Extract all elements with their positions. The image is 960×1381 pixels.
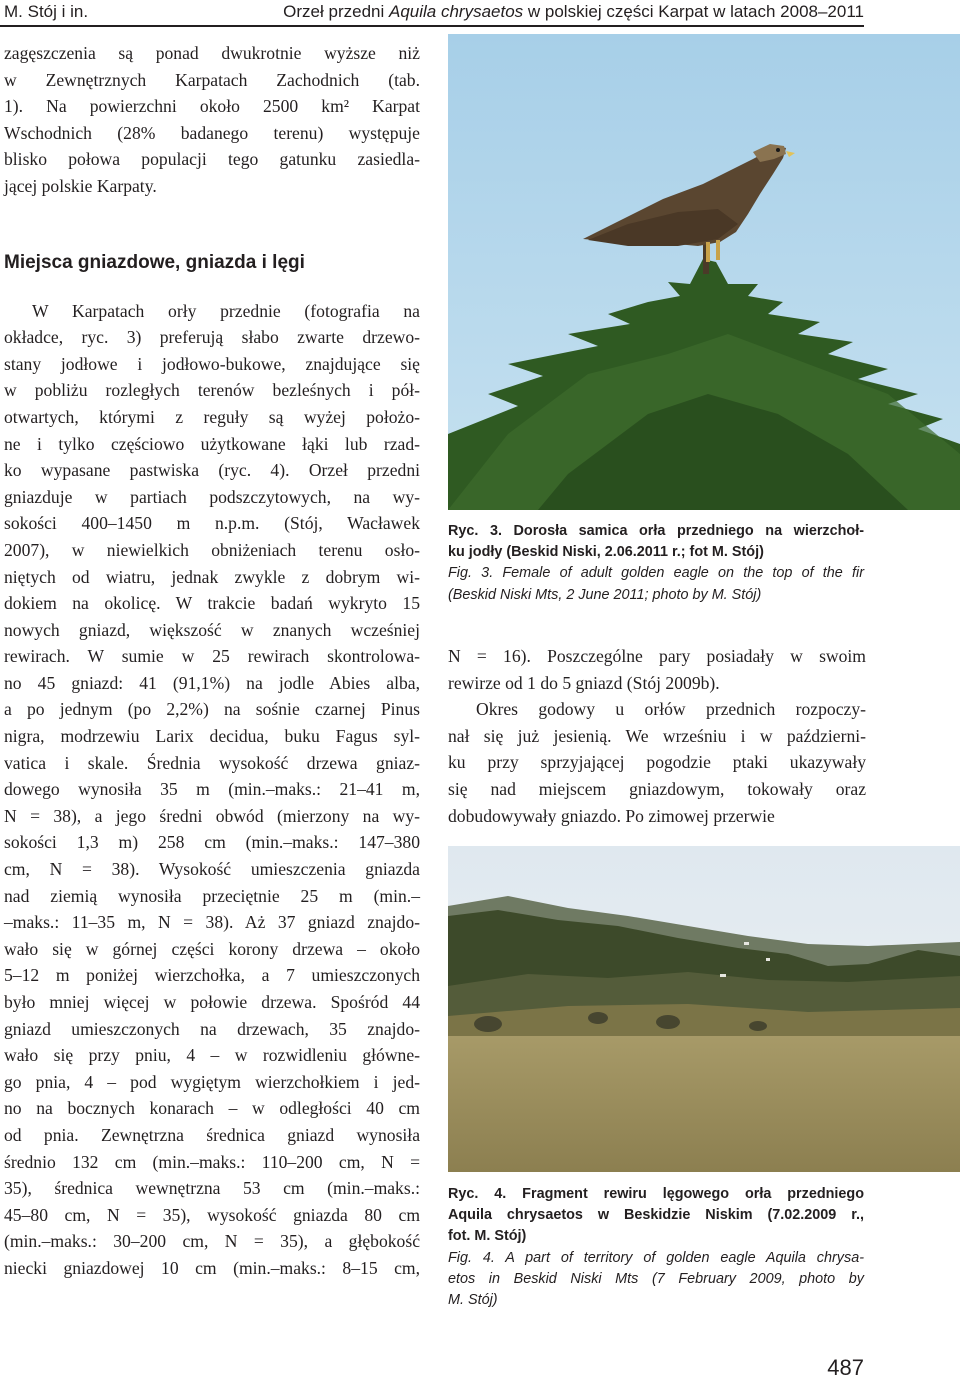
left-column	[4, 40, 420, 1282]
caption-line: M. Stój)	[448, 1292, 498, 1309]
text-line: gniazd umieszczonych na drzewach, 35 znajdo-	[4, 1018, 420, 1039]
header-rule	[0, 25, 864, 27]
text-line: zagęszczenia są ponad dwukrotnie wyższe niż	[4, 43, 420, 63]
landscape-image	[448, 846, 960, 1172]
text-line: niętych od wiatru, jednak zwykle z dobrym wi-	[4, 566, 420, 587]
header-title-pre: Orzeł przedni	[283, 2, 389, 21]
header-title-species: Aquila chrysaetos	[388, 2, 524, 21]
caption-line: fot. M. Stój)	[448, 1228, 527, 1245]
text-line: w pobliżu rozległych terenów bezleśnych i pół-	[4, 380, 420, 401]
text-line: 35), średnica wewnętrzna 53 cm (min.–maks.:	[4, 1178, 420, 1199]
text-line: ku przy sprzyjającej pogodzie ptaki ukazywały	[448, 752, 866, 773]
text-line: stany jodłowe i jodłowo-bukowe, znajdujące się	[4, 353, 420, 374]
header-author: M. Stój i in.	[4, 2, 89, 21]
text-line: vatica i skale. Średnia wysokość drzewa gniaz-	[4, 752, 420, 773]
text-line: w Zewnętrznych Karpatach Zachodnich (tab.	[4, 69, 420, 90]
right-column-text	[448, 643, 866, 829]
text-line: ko wypasane pastwiska (ryc. 4). Orzeł przedni	[4, 460, 420, 481]
text-line: średnio 132 cm (min.–maks.: 110–200 cm, N =	[4, 1151, 420, 1172]
text-line: niecki gniazdowej 10 cm (min.–maks.: 8–15 cm,	[4, 1257, 420, 1278]
text-line: rewirze od 1 do 5 gniazd (Stój 2009b).	[448, 672, 720, 693]
intro-paragraph	[4, 40, 420, 200]
text-line: ne i tylko częściowo użytkowane łąki lub rzad-	[4, 433, 420, 454]
caption-line: Fig. 4. A part of territory of golden eagle Aquila chrysa-	[448, 1249, 864, 1266]
text-line: dowego wynosiła 35 m (min.–maks.: 21–41 m,	[4, 779, 420, 800]
text-line: gniazduje w partiach podszczytowych, na wy-	[4, 486, 420, 507]
right-paragraph	[448, 643, 866, 829]
eagle-on-fir-image	[448, 34, 960, 510]
text-line: rewirach. W sumie w 25 rewirach skontrolowa-	[4, 646, 420, 667]
header-title-post: w polskiej części Karpat w latach 2008–2011	[523, 2, 864, 21]
text-line: 2007), w niewielkich obniżeniach terenu osło-	[4, 539, 420, 560]
text-line: 5–12 m poniżej wierzchołka, a 7 umieszczonych	[4, 965, 420, 986]
meadow	[448, 1036, 960, 1172]
text-line: było mniej więcej w połowie drzewa. Spośród 44	[4, 992, 420, 1012]
text-line: no 45 gniazd: 41 (91,1%) na jodle Abies alba,	[4, 672, 420, 693]
text-line: od pnia. Zewnętrzna średnica gniazd wynosiła	[4, 1124, 420, 1145]
text-line: nad ziemią wynosiła przeciętnie 25 m (min.–	[4, 885, 420, 906]
text-line: jącej polskie Karpaty.	[4, 175, 157, 196]
caption-line: Fig. 3. Female of adult golden eagle on the top of the fir	[448, 565, 864, 582]
caption-line: Aquila chrysaetos w Beskidzie Niskim (7.02.2009 r.,	[448, 1207, 864, 1224]
header-title	[283, 2, 864, 22]
text-line: nowych gniazd, większość w znanych wcześniej	[4, 619, 420, 640]
caption-line: etos in Beskid Niski Mts (7 February 2009, photo by	[448, 1270, 864, 1287]
text-line: –maks.: 11–35 m, N = 38). Aż 37 gniazd znajdo-	[4, 912, 420, 933]
text-line: (min.–maks.: 30–200 cm, N = 35), a głębokość	[4, 1231, 420, 1252]
text-line: Okres godowy u orłów przednich rozpoczy-	[476, 699, 866, 720]
page-number: 487	[827, 1355, 864, 1380]
text-line: no na bocznych konarach – w odległości 40 cm	[4, 1098, 420, 1119]
text-line: sokości 400–1450 m n.p.m. (Stój, Wacławek	[4, 513, 420, 534]
caption-line: (Beskid Niski Mts, 2 June 2011; photo by M. Stój)	[448, 586, 762, 603]
text-line: sokości 1,3 m) 258 cm (min.–maks.: 147–380	[4, 832, 420, 853]
caption-line: Ryc. 3. Dorosła samica orła przedniego na wierzchoł-	[448, 523, 864, 539]
text-line: nał się już jesienią. We wrześniu i w październi-	[448, 725, 866, 746]
text-line: dokiem na okolicę. W trakcie badań wykryto 15	[4, 593, 420, 614]
caption-line: ku jodły (Beskid Niski, 2.06.2011 r.; fot M. Stój)	[448, 544, 764, 561]
text-line: 45–80 cm, N = 35), wysokość gniazda 80 cm	[4, 1204, 420, 1225]
text-line: W Karpatach orły przednie (fotografia na	[32, 300, 420, 321]
text-line: go pnia, 4 – pod wygiętym wierzchołkiem i jed-	[4, 1071, 420, 1092]
text-line: Wschodnich (28% badanego terenu) występuje	[4, 122, 420, 143]
text-line: okładce, ryc. 3) preferują słabo zwarte drzewo-	[4, 327, 420, 348]
figure-3-caption	[448, 521, 864, 606]
text-line: się nad miejscem gniazdowym, tokowały oraz	[448, 778, 866, 799]
text-line: wało się w górnej części korony drzewa – około	[4, 938, 420, 959]
figure-3-photo	[448, 34, 960, 510]
text-line: 1). Na powierzchni około 2500 km² Karpat	[4, 96, 420, 117]
text-line: otwartych, którymi z reguły są wyżej położo-	[4, 406, 420, 427]
text-line: wało się przy pniu, 4 – w rozwidleniu główne-	[4, 1045, 420, 1066]
text-line: blisko połowa populacji tego gatunku zasiedla-	[4, 149, 420, 170]
text-line: cm, N = 38). Wysokość umieszczenia gniazda	[4, 859, 420, 880]
text-line: a po jednym (po 2,2%) na sośnie czarnej Pinus	[4, 699, 420, 720]
text-line: nigra, modrzewiu Larix decidua, buku Fagus syl-	[4, 726, 420, 747]
body-paragraph	[4, 298, 420, 1282]
figure-4-photo	[448, 846, 960, 1172]
text-line: dobudowywały gniazdo. Po zimowej przerwie	[448, 805, 775, 826]
running-header	[0, 0, 960, 34]
text-line: N = 38), a jego średni obwód (mierzony na wy-	[4, 805, 420, 826]
section-heading: Miejsca gniazdowe, gniazda i lęgi	[4, 251, 305, 273]
text-line: N = 16). Poszczególne pary posiadały w swoim	[448, 646, 866, 666]
figure-4-caption	[448, 1184, 864, 1311]
caption-line: Ryc. 4. Fragment rewiru lęgowego orła przedniego	[448, 1186, 864, 1202]
